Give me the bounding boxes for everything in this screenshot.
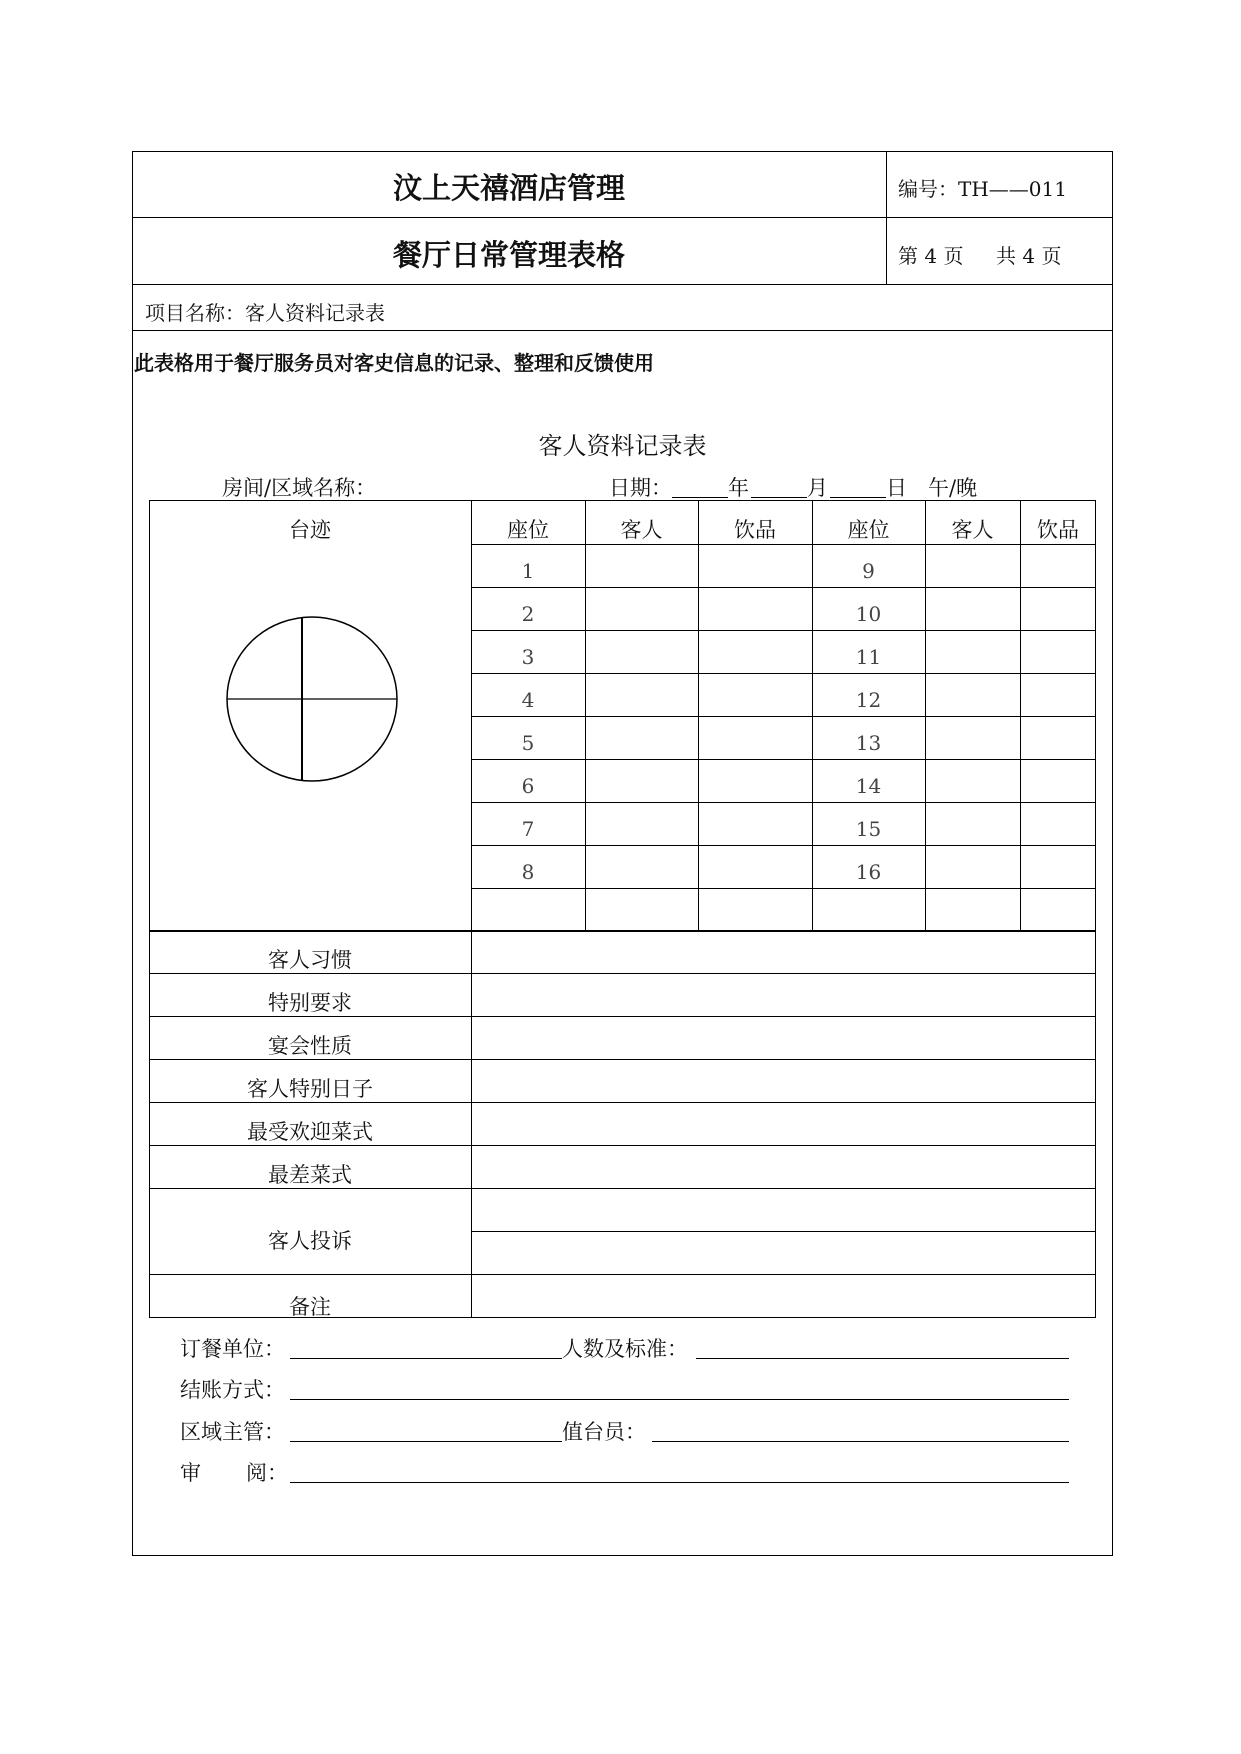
desk-staff-label: 值台员： <box>562 1420 646 1444</box>
order-unit-field[interactable] <box>290 1358 562 1359</box>
grid-divider <box>1020 500 1021 930</box>
meal-label: 午/晚 <box>928 476 978 500</box>
day-label: 日 <box>886 476 907 500</box>
seat-number: 2 <box>521 602 535 626</box>
year-label: 年 <box>728 476 749 500</box>
seat-number: 9 <box>862 559 875 583</box>
page-current: 第 4 页 <box>898 244 964 268</box>
area-supervisor-label: 区域主管： <box>180 1420 285 1444</box>
grid-row-line <box>471 587 1096 588</box>
header-divider <box>132 217 1113 218</box>
column-seat: 座位 <box>847 518 890 542</box>
review-label-part2: 阅： <box>246 1461 288 1485</box>
seat-number: 4 <box>521 688 535 712</box>
page-total: 共 4 页 <box>996 244 1062 268</box>
project-divider <box>132 330 1113 331</box>
grid-bottom-line <box>149 930 1096 932</box>
column-drink: 饮品 <box>734 518 776 542</box>
table-layout-label: 台迹 <box>289 518 331 542</box>
info-label-banquet-type: 宴会性质 <box>268 1034 352 1058</box>
seat-number: 14 <box>855 774 882 798</box>
info-row-line <box>149 1274 1096 1275</box>
info-label-special-requests: 特别要求 <box>268 991 352 1015</box>
form-category-title: 餐厅日常管理表格 <box>392 238 625 272</box>
grid-divider <box>925 500 926 930</box>
complaint-split-line <box>471 1231 1096 1232</box>
header-column-divider <box>886 151 887 284</box>
column-seat: 座位 <box>507 518 549 542</box>
seat-number: 6 <box>521 774 535 798</box>
grid-row-line <box>471 630 1096 631</box>
date-label: 日期： <box>609 476 672 500</box>
day-blank[interactable] <box>830 497 886 498</box>
info-label-worst-dishes: 最差菜式 <box>268 1163 352 1187</box>
column-guest: 客人 <box>620 518 663 542</box>
month-label: 月 <box>807 476 828 500</box>
grid-row-line <box>471 673 1096 674</box>
info-label-remarks: 备注 <box>289 1295 331 1319</box>
seat-number: 16 <box>855 860 882 884</box>
seat-number: 15 <box>855 817 882 841</box>
grid-row-line <box>471 802 1096 803</box>
month-blank[interactable] <box>751 497 807 498</box>
order-unit-label: 订餐单位： <box>180 1337 285 1361</box>
grid-divider <box>698 500 699 930</box>
header-divider <box>132 284 1113 285</box>
payment-method-field[interactable] <box>290 1399 1069 1400</box>
room-label: 房间/区域名称： <box>222 476 377 500</box>
review-field[interactable] <box>290 1482 1069 1483</box>
seat-number: 7 <box>521 817 535 841</box>
seat-number: 1 <box>521 559 535 583</box>
grid-row-line <box>471 888 1096 889</box>
grid-row-line <box>471 845 1096 846</box>
seat-number: 11 <box>855 645 882 669</box>
grid-row-line <box>471 544 1096 545</box>
column-guest: 客人 <box>951 518 994 542</box>
seat-number: 10 <box>855 602 882 626</box>
payment-method-label: 结账方式： <box>180 1378 285 1402</box>
company-title: 汶上天禧酒店管理 <box>392 171 625 205</box>
people-standard-field[interactable] <box>696 1358 1069 1359</box>
grid-row-line <box>471 759 1096 760</box>
area-supervisor-field[interactable] <box>290 1441 562 1442</box>
seat-number: 3 <box>521 645 535 669</box>
grid-row-line <box>471 716 1096 717</box>
info-label-habits: 客人习惯 <box>268 948 352 972</box>
document-number: 编号：TH——011 <box>898 177 1067 201</box>
seat-number: 8 <box>521 860 535 884</box>
column-drink: 饮品 <box>1037 518 1079 542</box>
grid-divider <box>585 500 586 930</box>
people-standard-label: 人数及标准： <box>562 1337 688 1361</box>
review-label-part1: 审 <box>180 1461 201 1485</box>
form-title: 客人资料记录表 <box>538 432 707 460</box>
form-description: 此表格用于餐厅服务员对客史信息的记录、整理和反馈使用 <box>134 351 654 375</box>
desk-staff-field[interactable] <box>652 1441 1069 1442</box>
seat-number: 5 <box>521 731 535 755</box>
seat-number: 12 <box>855 688 882 712</box>
info-label-favorite-dishes: 最受欢迎菜式 <box>247 1120 373 1144</box>
info-label-complaints: 客人投诉 <box>268 1229 352 1253</box>
round-table-diagram <box>224 614 400 784</box>
seat-number: 13 <box>855 731 882 755</box>
year-blank[interactable] <box>672 497 728 498</box>
info-label-special-days: 客人特别日子 <box>247 1077 373 1101</box>
project-name: 项目名称：客人资料记录表 <box>145 301 385 325</box>
